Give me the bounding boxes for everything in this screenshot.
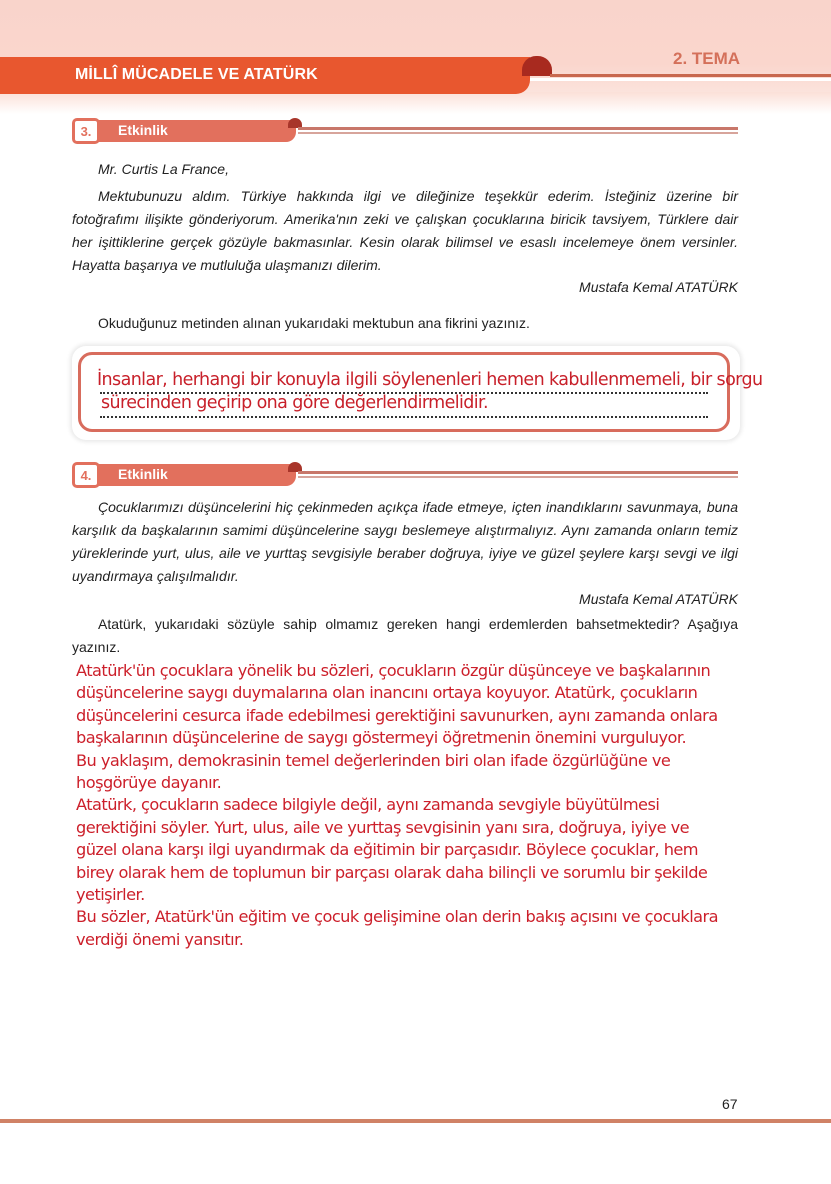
header-rule-highlight [530, 78, 831, 81]
activity-4-answer [76, 660, 756, 951]
answer-line: düşüncelerini cesurca ifade edebilmesi gerektiğini savunurken, aynı zamanda onlara [76, 705, 718, 725]
activity-rule [298, 127, 738, 130]
activity-rule-thin [298, 476, 738, 478]
answer-line: gerektiğini söyler. Yurt, ulus, aile ve yurttaş sevgisinin yanı sıra, doğruya, iyiye ve [76, 817, 690, 837]
activity-number: 3. [72, 118, 100, 144]
writing-line [100, 416, 708, 418]
answer-line: Bu sözler, Atatürk'ün eğitim ve çocuk gelişimine olan derin bakış açısını ve çocuklara [76, 907, 719, 927]
activity-rule-thin [298, 132, 738, 134]
answer-line: Bu yaklaşım, demokrasinin temel değerlerinden biri olan ifade özgürlüğüne ve [76, 750, 671, 770]
chapter-title: MİLLÎ MÜCADELE VE ATATÜRK [75, 66, 318, 83]
page-number: 67 [722, 1096, 738, 1112]
question-text: Atatürk, yukarıdaki sözüyle sahip olmamız gereken hangi erdemlerden bahsetmektedir? Aşağıya yazınız. [72, 616, 738, 655]
activity-4-question [72, 613, 738, 659]
ribbon-curl-icon [522, 56, 552, 76]
letter-paragraph: Mektubunuzu aldım. Türkiye hakkında ilgi ve dileğinize teşekkür ederim. İsteğiniz üzerine bir fotoğrafımı ilişikte gönderiyorum. Amerika'nın zeki ve çalışkan çocuklarına biricik tavsiyem, Türklere dair her işittiklerine gerçek gözüyle bakmasınlar. Kesin olarak bilimsel ve esaslı incelemeye önem versinler. Hayatta başarıya ve mutluluğa ulaşmanızı dilerim. [72, 188, 738, 273]
question-text: Okuduğunuz metinden alınan yukarıdaki mektubun ana fikrini yazınız. [98, 315, 530, 331]
activity-label: Etkinlik [118, 122, 168, 138]
letter-signature: Mustafa Kemal ATATÜRK [579, 279, 738, 295]
answer-line: güzel olana karşı ilgi uyandırmak da eğitimin bir parçasıdır. Böylece çocuklar, hem [76, 840, 699, 860]
answer-line: başkalarının düşüncelerine de saygı göstermeyi öğretmenin önemini vurguluyor. [76, 728, 687, 748]
header-rule [550, 74, 831, 77]
activity-3-question [72, 312, 738, 335]
quote-paragraph: Çocuklarımızı düşüncelerini hiç çekinmeden açıkça ifade etmeye, içten inandıklarını savunmaya, buna karşılık da başkalarının samimi düşüncelerine saygı beslemeye alıştırmalıyız. Aynı zamanda onların temiz yüreklerinde yurt, ulus, aile ve yurttaş sevgisiyle beraber doğruya, iyiye ve güzel şeylere karşı sevgi ve ilgi uyandırmaya çalışılmalıdır. [72, 499, 738, 584]
footer-rule [0, 1119, 831, 1123]
letter-salutation: Mr. Curtis La France, [98, 161, 229, 177]
answer-line: Atatürk, çocukların sadece bilgiyle değil, aynı zamanda sevgiyle büyütülmesi [76, 795, 660, 815]
answer-line-1: İnsanlar, herhangi bir konuyla ilgili söylenenleri hemen kabullenmemeli, bir sorgu [97, 370, 763, 390]
letter-body [72, 185, 738, 277]
answer-line: Atatürk'ün çocuklara yönelik bu sözleri, çocukların özgür düşünceye ve başkalarının [76, 661, 711, 680]
quote-signature: Mustafa Kemal ATATÜRK [579, 591, 738, 607]
theme-label: 2. TEMA [673, 49, 741, 68]
activity-label: Etkinlik [118, 466, 168, 482]
header-band-fade [0, 92, 831, 114]
answer-line: yetişirler. [76, 885, 145, 905]
quote-body [72, 496, 738, 588]
answer-line: verdiği önemi yansıtır. [76, 929, 244, 949]
activity-rule [298, 471, 738, 474]
answer-line: birey olarak hem de toplumun bir parçası olarak daha bilinçli ve sorumlu bir şekilde [76, 862, 708, 882]
activity-number: 4. [72, 462, 100, 488]
answer-line-2: sürecinden geçirip ona göre değerlendirmelidir. [101, 393, 488, 413]
answer-line: hoşgörüye dayanır. [76, 773, 222, 793]
answer-line: düşüncelerine saygı duymalarına olan inancını ortaya koyuyor. Atatürk, çocukların [76, 683, 698, 703]
